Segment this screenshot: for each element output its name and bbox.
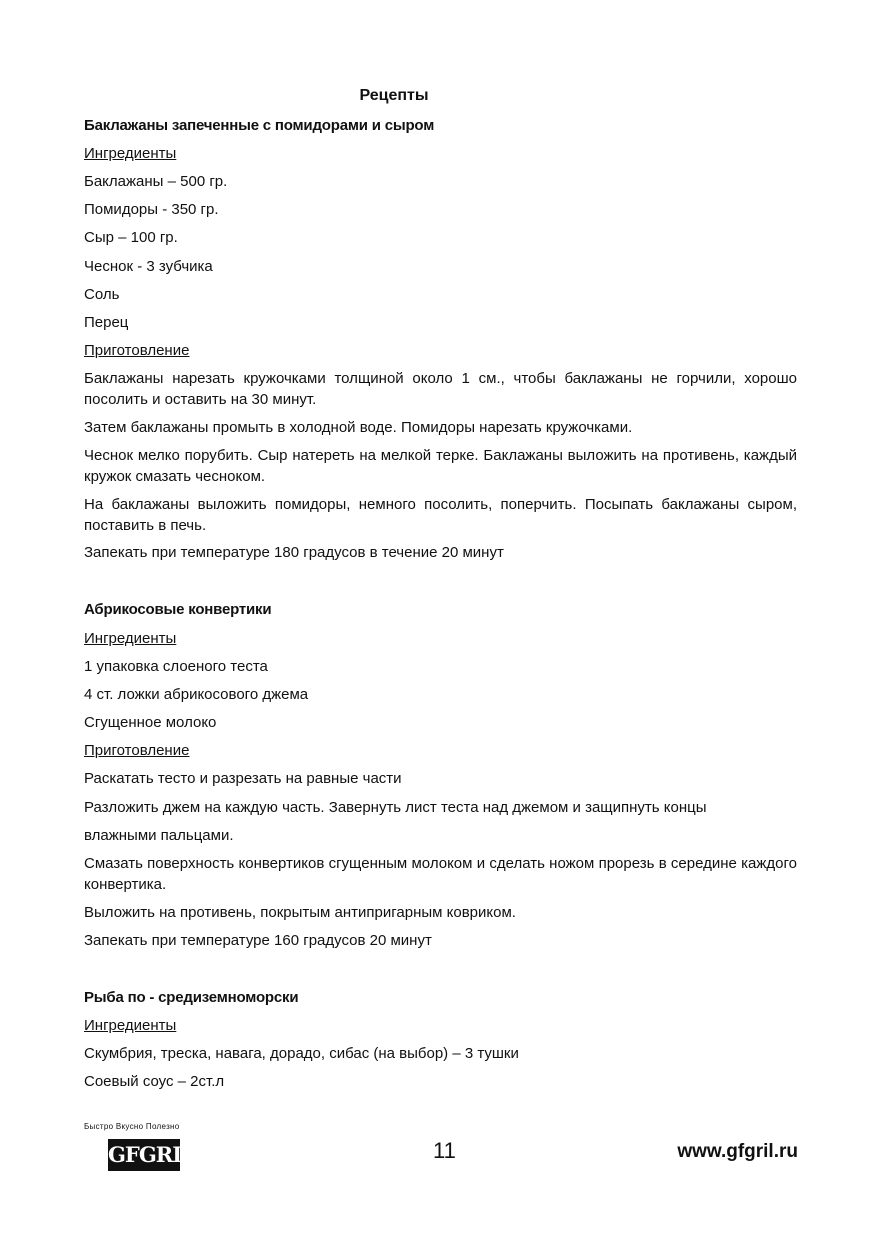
recipe-title: Абрикосовые конвертики [84, 601, 272, 618]
preparation-step: Выложить на противень, покрытым антипригарным ковриком. [84, 904, 516, 921]
recipe-title: Баклажаны запеченные с помидорами и сыром [84, 117, 435, 134]
preparation-step: влажными пальцами. [84, 827, 234, 844]
preparation-step: Чеснок мелко порубить. Сыр натереть на мелкой терке. Баклажаны выложить на противень, каждый кружок смазать чесноком. [84, 447, 797, 485]
page-title: Рецепты [359, 87, 429, 104]
ingredient-item: Перец [84, 314, 129, 331]
preparation-step: Разложить джем на каждую часть. Завернуть лист теста над джемом и защипнуть концы [84, 799, 707, 816]
preparation-step: Баклажаны нарезать кружочками толщиной около 1 см., чтобы баклажаны не горчили, хорошо посолить и оставить на 30 минут. [84, 370, 797, 408]
ingredients-heading: Ингредиенты [84, 630, 177, 647]
website-url: www.gfgril.ru [677, 1141, 798, 1162]
ingredient-item: 1 упаковка слоеного теста [84, 658, 268, 675]
ingredient-item: Сыр – 100 гр. [84, 229, 178, 246]
ingredients-heading: Ингредиенты [84, 1017, 177, 1034]
brand-logo: GFGRIL [108, 1139, 180, 1171]
preparation-step: Раскатать тесто и разрезать на равные части [84, 770, 402, 787]
ingredient-item: Соевый соус – 2ст.л [84, 1073, 225, 1090]
ingredients-heading: Ингредиенты [84, 145, 177, 162]
ingredient-item: Баклажаны – 500 гр. [84, 173, 228, 190]
brand-tagline: Быстро Вкусно Полезно [84, 1122, 180, 1131]
ingredient-item: Соль [84, 286, 120, 303]
ingredient-item: 4 ст. ложки абрикосового джема [84, 686, 309, 703]
preparation-heading: Приготовление [84, 342, 190, 359]
preparation-step: Запекать при температуре 160 градусов 20 минут [84, 932, 432, 949]
preparation-step: Смазать поверхность конвертиков сгущенным молоком и сделать ножом прорезь в середине каждого конвертика. [84, 855, 797, 893]
page-number: 11 [433, 1138, 456, 1163]
preparation-step: Затем баклажаны промыть в холодной воде. Помидоры нарезать кружочками. [84, 419, 633, 436]
preparation-step: Запекать при температуре 180 градусов в течение 20 минут [84, 544, 504, 561]
preparation-heading: Приготовление [84, 742, 190, 759]
ingredient-item: Чеснок - 3 зубчика [84, 258, 213, 275]
ingredient-item: Скумбрия, треска, навага, дорадо, сибас (на выбор) – 3 тушки [84, 1045, 519, 1062]
ingredient-item: Сгущенное молоко [84, 714, 217, 731]
ingredient-item: Помидоры - 350 гр. [84, 201, 219, 218]
recipe-title: Рыба по - средиземноморски [84, 989, 299, 1006]
preparation-step: На баклажаны выложить помидоры, немного посолить, поперчить. Посыпать баклажаны сыром, поставить в печь. [84, 496, 797, 534]
